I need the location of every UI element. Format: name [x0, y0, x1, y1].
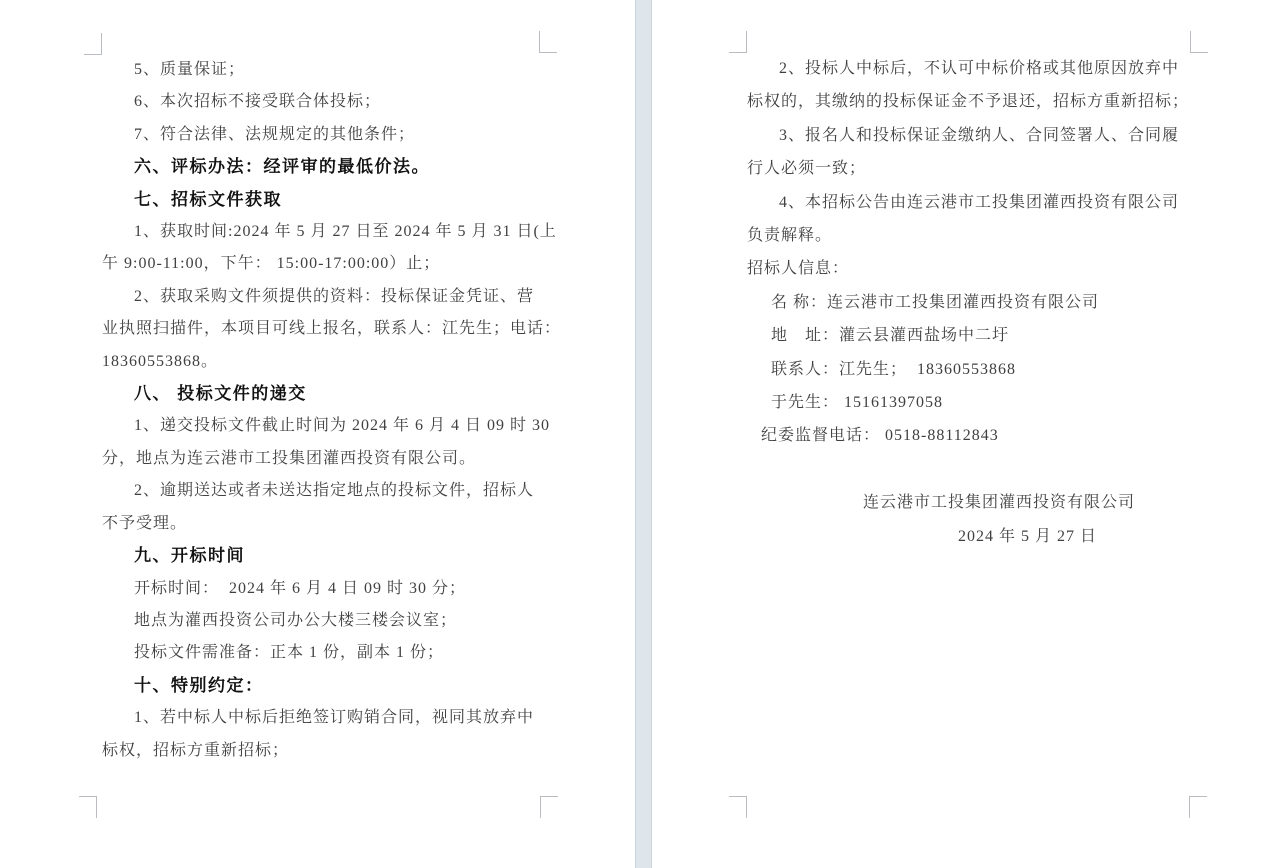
margin-mark-right-page-top-right — [1190, 31, 1208, 53]
doc-text-line: 5、质量保证； — [134, 61, 246, 78]
margin-mark-left-page-bottom-left — [79, 796, 97, 818]
doc-heading-line: 十、特别约定： — [134, 675, 264, 695]
doc-text-line: 纪委监督电话： 0518-88112843 — [761, 427, 999, 445]
doc-text-line: 投标文件需准备：正本 1 份，副本 1 份； — [134, 644, 445, 662]
doc-text-line: 3、报名人和投标保证金缴纳人、合同签署人、合同履 — [779, 126, 1180, 144]
doc-text-line: 2024 年 5 月 27 日 — [958, 527, 1098, 545]
margin-mark-left-page-top-right — [539, 31, 557, 53]
margin-mark-right-page-top-left — [729, 31, 747, 53]
page-left-content — [102, 54, 562, 767]
doc-text-line: 连云港市工投集团灌西投资有限公司 — [863, 494, 1136, 512]
doc-text-line: 于先生： 15161397058 — [771, 394, 944, 412]
doc-text-line: 标权的，其缴纳的投标保证金不予退还，招标方重新招标； — [747, 93, 1190, 111]
margin-mark-right-page-bottom-right — [1189, 796, 1207, 818]
page-right-content — [747, 52, 1190, 553]
doc-text-line: 18360553868。 — [102, 352, 219, 370]
doc-heading-line: 八、 投标文件的递交 — [134, 384, 307, 404]
doc-text-line: 地点为灌西投资公司办公大楼三楼会议室； — [134, 611, 458, 629]
doc-text-line: 2、逾期送达或者未送达指定地点的投标文件，招标人 — [134, 482, 535, 500]
doc-text-line: 负责解释。 — [747, 227, 833, 245]
doc-text-line: 4、本招标公告由连云港市工投集团灌西投资有限公司 — [779, 193, 1180, 211]
doc-text-line: 1、若中标人中标后拒绝签订购销合同，视同其放弃中 — [134, 709, 535, 727]
page-gap — [635, 0, 652, 868]
doc-text-line: 午 9:00-11:00，下午： 15:00-17:00:00）止； — [102, 255, 441, 273]
doc-text-line: 行人必须一致； — [747, 160, 867, 178]
doc-text-line: 2、投标人中标后，不认可中标价格或其他原因放弃中 — [779, 60, 1180, 77]
doc-text-line — [747, 453, 1190, 486]
doc-text-line: 开标时间： 2024 年 6 月 4 日 09 时 30 分； — [134, 579, 467, 597]
doc-text-line: 1、递交投标文件截止时间为 2024 年 6 月 4 日 09 时 30 — [134, 417, 551, 435]
doc-heading-line: 六、评标办法：经评审的最低价法。 — [134, 157, 430, 177]
margin-mark-left-page-bottom-right — [540, 796, 558, 818]
margin-mark-left-page-top-left — [84, 33, 102, 55]
doc-text-line: 联系人：江先生； 18360553868 — [771, 360, 1017, 378]
margin-mark-right-page-bottom-left — [729, 796, 747, 818]
doc-text-line: 名 称：连云港市工投集团灌西投资有限公司 — [771, 293, 1100, 311]
doc-text-line: 招标人信息： — [747, 260, 850, 278]
doc-heading-line: 七、招标文件获取 — [134, 189, 282, 209]
doc-text-line: 标权，招标方重新招标； — [102, 741, 290, 759]
doc-text-line: 2、获取采购文件须提供的资料：投标保证金凭证、营 — [134, 287, 535, 305]
doc-text-line: 分，地点为连云港市工投集团灌西投资有限公司。 — [102, 449, 477, 467]
doc-text-line: 地 址：灌云县灌西盐场中二圩 — [771, 327, 1010, 345]
doc-text-line: 不予受理。 — [102, 514, 188, 532]
page-left[interactable] — [0, 0, 635, 868]
page-right[interactable] — [652, 0, 1287, 868]
doc-text-line: 6、本次招标不接受联合体投标； — [134, 93, 382, 111]
doc-heading-line: 九、开标时间 — [134, 546, 245, 566]
doc-text-line: 7、符合法律、法规规定的其他条件； — [134, 125, 416, 143]
doc-text-line: 1、获取时间:2024 年 5 月 27 日至 2024 年 5 月 31 日(上 — [134, 223, 557, 241]
doc-text-line: 业执照扫描件，本项目可线上报名，联系人：江先生；电话： — [102, 320, 562, 338]
